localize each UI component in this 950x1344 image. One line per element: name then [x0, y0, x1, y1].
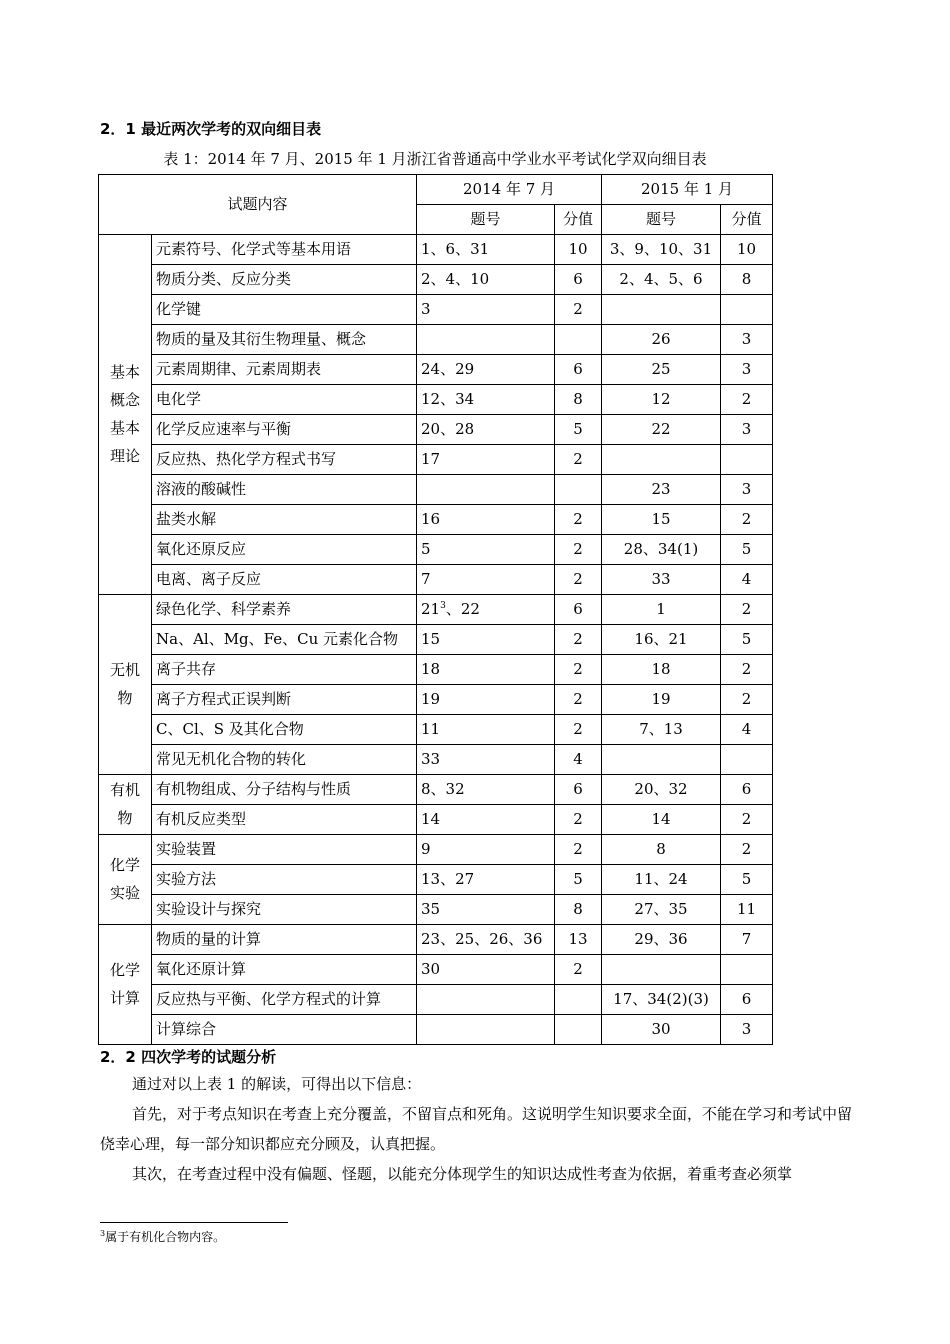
category-label: 无机物: [109, 661, 140, 707]
q2014-cell: 5: [417, 535, 555, 565]
table-row: [99, 685, 773, 715]
q2015-cell: [602, 745, 721, 775]
table-row: [99, 295, 773, 325]
q2015-cell: 26: [602, 325, 721, 355]
q2015-cell: 7、13: [602, 715, 721, 745]
score2015-cell: 4: [721, 715, 773, 745]
q2014-cell: 15: [417, 625, 555, 655]
q2015-cell: 27、35: [602, 895, 721, 925]
score2014-cell: 2: [555, 565, 602, 595]
q2014-cell: 2、4、10: [417, 265, 555, 295]
topic-cell: 实验方法: [152, 865, 417, 895]
q2014-cell: 17: [417, 445, 555, 475]
q2015-cell: 16、21: [602, 625, 721, 655]
table-header-row-1: [99, 175, 773, 205]
score2014-cell: 5: [555, 865, 602, 895]
q2014-cell: 14: [417, 805, 555, 835]
table-row: [99, 385, 773, 415]
topic-cell: 常见无机化合物的转化: [152, 745, 417, 775]
q2014-cell: $21^3$、22: [417, 595, 555, 625]
score2014-cell: 2: [555, 625, 602, 655]
table-caption: 表 1：2014 年 7 月、2015 年 1 月浙江省普通高中学业水平考试化学双向细目表: [163, 150, 707, 168]
q2014-cell: 20、28: [417, 415, 555, 445]
table-row: [99, 235, 773, 265]
score2015-cell: 2: [721, 685, 773, 715]
table-row: [99, 325, 773, 355]
score2015-cell: 3: [721, 1015, 773, 1045]
score2015-cell: [721, 445, 773, 475]
q2014-cell: 18: [417, 655, 555, 685]
q2014-cell: [417, 985, 555, 1015]
topic-cell: 电化学: [152, 385, 417, 415]
q2015-cell: [602, 955, 721, 985]
topic-cell: 有机反应类型: [152, 805, 417, 835]
score2015-cell: 3: [721, 355, 773, 385]
q2015-cell: [602, 295, 721, 325]
score2015-cell: 2: [721, 385, 773, 415]
q2015-cell: 18: [602, 655, 721, 685]
content-header: 试题内容: [99, 175, 417, 235]
q2014-cell: 1、6、31: [417, 235, 555, 265]
score2015-cell: 2: [721, 805, 773, 835]
topic-cell: 实验装置: [152, 835, 417, 865]
score2015-cell: 2: [721, 835, 773, 865]
score2015-cell: 11: [721, 895, 773, 925]
footnote-text: 属于有机化合物内容。: [105, 1230, 226, 1244]
topic-cell: 氧化还原计算: [152, 955, 417, 985]
q2014-cell: 7: [417, 565, 555, 595]
question-number-header: 题号: [602, 205, 721, 235]
table-row: [99, 745, 773, 775]
q2014-cell: 11: [417, 715, 555, 745]
table-row: [99, 475, 773, 505]
score2015-cell: 2: [721, 595, 773, 625]
q2015-cell: 15: [602, 505, 721, 535]
footnote-mark: 3: [100, 1229, 106, 1238]
score2014-cell: 6: [555, 775, 602, 805]
table-row: [99, 565, 773, 595]
period-2015-header: 2015 年 1 月: [602, 175, 773, 205]
score2015-cell: 5: [721, 865, 773, 895]
topic-cell: 离子方程式正误判断: [152, 685, 417, 715]
topic-cell: 化学键: [152, 295, 417, 325]
score2014-cell: 6: [555, 355, 602, 385]
section-heading-2-2: 2．2 四次学考的试题分析: [100, 1048, 277, 1066]
q2015-cell: 2、4、5、6: [602, 265, 721, 295]
topic-cell: 反应热、热化学方程式书写: [152, 445, 417, 475]
q2015-cell: 30: [602, 1015, 721, 1045]
question-number-header: 题号: [417, 205, 555, 235]
table-row: [99, 775, 773, 805]
topic-cell: 氧化还原反应: [152, 535, 417, 565]
q2015-cell: 14: [602, 805, 721, 835]
category-cell: [99, 775, 152, 835]
score2014-cell: 4: [555, 745, 602, 775]
topic-cell: 计算综合: [152, 1015, 417, 1045]
score2014-cell: 2: [555, 835, 602, 865]
topic-cell: 化学反应速率与平衡: [152, 415, 417, 445]
topic-cell: 溶液的酸碱性: [152, 475, 417, 505]
topic-cell: 物质的量及其衍生物理量、概念: [152, 325, 417, 355]
topic-cell: 反应热与平衡、化学方程式的计算: [152, 985, 417, 1015]
category-cell: [99, 595, 152, 775]
topic-cell: 盐类水解: [152, 505, 417, 535]
score2014-cell: 8: [555, 895, 602, 925]
score2014-cell: 8: [555, 385, 602, 415]
topic-cell: Na、Al、Mg、Fe、Cu 元素化合物: [152, 625, 417, 655]
table-row: [99, 625, 773, 655]
table-row: [99, 985, 773, 1015]
q2014-cell: 3: [417, 295, 555, 325]
table-row: [99, 445, 773, 475]
q2014-cell: 30: [417, 955, 555, 985]
q2015-cell: 29、36: [602, 925, 721, 955]
period-2014-header: 2014 年 7 月: [417, 175, 602, 205]
score2015-cell: 2: [721, 505, 773, 535]
score2015-cell: [721, 745, 773, 775]
table-row: [99, 415, 773, 445]
table-row: [99, 355, 773, 385]
score2015-cell: 5: [721, 535, 773, 565]
score2014-cell: 2: [555, 715, 602, 745]
score2014-cell: 2: [555, 655, 602, 685]
topic-cell: 实验设计与探究: [152, 895, 417, 925]
score2014-cell: [555, 985, 602, 1015]
topic-cell: 物质分类、反应分类: [152, 265, 417, 295]
score2015-cell: 3: [721, 475, 773, 505]
q2014-cell: 33: [417, 745, 555, 775]
category-label: 基本概念基本理论: [109, 363, 140, 465]
score2014-cell: 2: [555, 805, 602, 835]
score2014-cell: 2: [555, 535, 602, 565]
q2014-cell: 35: [417, 895, 555, 925]
two-way-detail-table: [98, 174, 773, 1045]
score2014-cell: [555, 325, 602, 355]
q2014-cell: 8、32: [417, 775, 555, 805]
score2015-cell: 3: [721, 415, 773, 445]
q2014-cell: [417, 325, 555, 355]
q2015-cell: 22: [602, 415, 721, 445]
score2014-cell: 2: [555, 685, 602, 715]
q2015-cell: 11、24: [602, 865, 721, 895]
section-heading-2-1: 2．1 最近两次学考的双向细目表: [100, 120, 322, 138]
q2014-cell: 13、27: [417, 865, 555, 895]
category-label: 有机物: [109, 781, 140, 827]
q2015-cell: [602, 445, 721, 475]
score2015-cell: 3: [721, 325, 773, 355]
score2015-cell: 2: [721, 655, 773, 685]
score2014-cell: 2: [555, 955, 602, 985]
topic-cell: 绿色化学、科学素养: [152, 595, 417, 625]
paragraph: 通过对以上表 1 的解读，可得出以下信息：: [132, 1075, 422, 1093]
topic-cell: 电离、离子反应: [152, 565, 417, 595]
score2014-cell: 2: [555, 295, 602, 325]
q2014-cell: [417, 475, 555, 505]
category-label: 化学计算: [109, 961, 140, 1007]
topic-cell: 物质的量的计算: [152, 925, 417, 955]
table-row: [99, 715, 773, 745]
score2014-cell: [555, 1015, 602, 1045]
table-row: [99, 535, 773, 565]
q2014-cell: 24、29: [417, 355, 555, 385]
q2015-cell: 8: [602, 835, 721, 865]
score2015-cell: [721, 955, 773, 985]
score2015-cell: 8: [721, 265, 773, 295]
table-row: [99, 655, 773, 685]
table-row: [99, 595, 773, 625]
paragraph: 首先，对于考点知识在考查上充分覆盖，不留盲点和死角。这说明学生知识要求全面，不能在学习和考试中留侥幸心理，每一部分知识都应充分顾及，认真把握。: [100, 1105, 853, 1153]
q2014-cell: [417, 1015, 555, 1045]
score-header: 分值: [555, 205, 602, 235]
topic-cell: 元素符号、化学式等基本用语: [152, 235, 417, 265]
q2015-cell: 23: [602, 475, 721, 505]
footnote-divider: [100, 1222, 288, 1223]
footnote: [100, 1228, 225, 1245]
q2015-cell: 28、34(1): [602, 535, 721, 565]
score2015-cell: 6: [721, 775, 773, 805]
q2015-cell: 12: [602, 385, 721, 415]
table-row: [99, 865, 773, 895]
q2014-cell: 19: [417, 685, 555, 715]
q2015-cell: 1: [602, 595, 721, 625]
q2014-cell: 16: [417, 505, 555, 535]
category-label: 化学实验: [109, 856, 140, 902]
score2014-cell: 2: [555, 505, 602, 535]
table-row: [99, 1015, 773, 1045]
q2015-cell: 3、9、10、31: [602, 235, 721, 265]
category-cell: [99, 235, 152, 595]
score2015-cell: 7: [721, 925, 773, 955]
q2015-cell: 25: [602, 355, 721, 385]
q2015-cell: 19: [602, 685, 721, 715]
q2014-cell: 12、34: [417, 385, 555, 415]
score-header: 分值: [721, 205, 773, 235]
score2015-cell: 5: [721, 625, 773, 655]
table-row: [99, 265, 773, 295]
topic-cell: 离子共存: [152, 655, 417, 685]
q2015-cell: 33: [602, 565, 721, 595]
table-row: [99, 805, 773, 835]
score2015-cell: 10: [721, 235, 773, 265]
table-row: [99, 925, 773, 955]
score2015-cell: [721, 295, 773, 325]
score2015-cell: 4: [721, 565, 773, 595]
q2014-cell: 9: [417, 835, 555, 865]
q2014-cell: 23、25、26、36: [417, 925, 555, 955]
topic-cell: 元素周期律、元素周期表: [152, 355, 417, 385]
topic-cell: 有机物组成、分子结构与性质: [152, 775, 417, 805]
footnote-ref: 3: [440, 601, 446, 611]
q2015-cell: 20、32: [602, 775, 721, 805]
table-row: [99, 835, 773, 865]
table-row: [99, 505, 773, 535]
topic-cell: C、Cl、S 及其化合物: [152, 715, 417, 745]
paragraph: 其次，在考查过程中没有偏题、怪题，以能充分体现学生的知识达成性考查为依据，着重考查必须掌: [132, 1165, 793, 1183]
table-row: [99, 955, 773, 985]
category-cell: [99, 835, 152, 925]
table-row: [99, 895, 773, 925]
score2014-cell: 6: [555, 595, 602, 625]
score2014-cell: [555, 475, 602, 505]
score2014-cell: 5: [555, 415, 602, 445]
score2014-cell: 2: [555, 445, 602, 475]
q2015-cell: 17、34(2)(3): [602, 985, 721, 1015]
score2014-cell: 6: [555, 265, 602, 295]
category-cell: [99, 925, 152, 1045]
score2015-cell: 6: [721, 985, 773, 1015]
score2014-cell: 13: [555, 925, 602, 955]
score2014-cell: 10: [555, 235, 602, 265]
